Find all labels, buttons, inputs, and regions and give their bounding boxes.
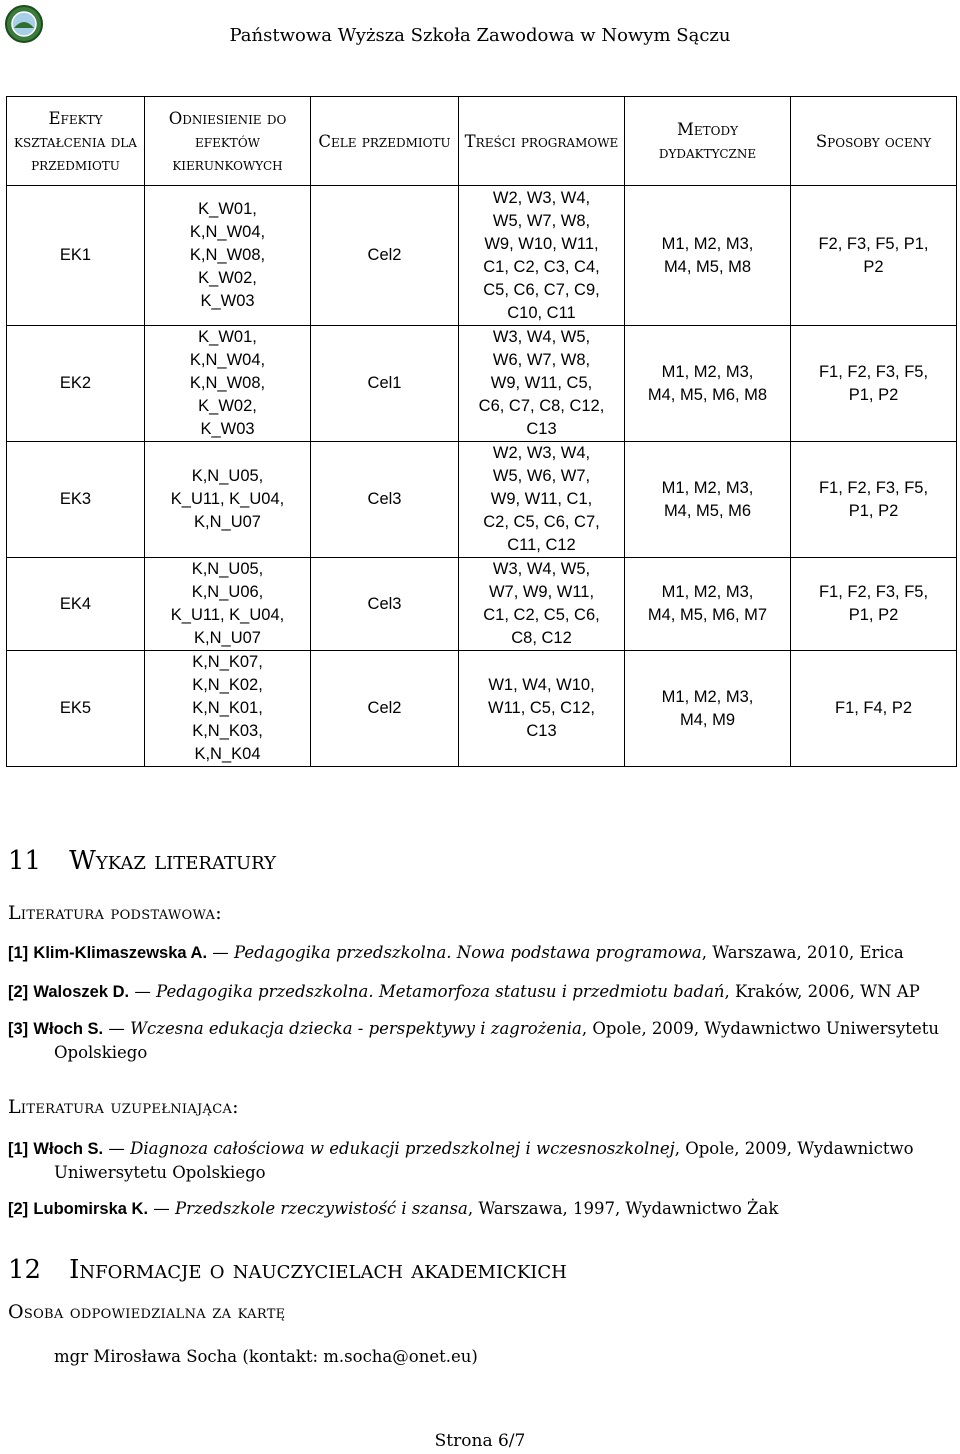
table-cell: Cel2 bbox=[311, 651, 459, 767]
reference-author: Klim-Klimaszewska A. bbox=[33, 944, 208, 962]
table-cell: Cel2 bbox=[311, 186, 459, 326]
reference-author: Włoch S. bbox=[33, 1020, 104, 1038]
table-cell: K_W01, K,N_W04, K,N_W08, K_W02, K_W03 bbox=[145, 326, 311, 442]
column-header: Treści programowe bbox=[459, 97, 625, 186]
reference-item: [1] Włoch S. — Diagnoza całościowa w edukacji przedszkolnej i wczesnoszkolnej, Opole, 2009, Wydawnictwo Uniwersytetu Opolskiego bbox=[8, 1139, 914, 1182]
table-cell: EK3 bbox=[7, 442, 145, 558]
reference-title: Wczesna edukacja dziecka - perspektywy i zagrożenia bbox=[130, 1019, 582, 1038]
reference-title: Pedagogika przedszkolna. Nowa podstawa programowa bbox=[234, 943, 702, 962]
table-cell: W3, W4, W5, W6, W7, W8, W9, W11, C5, C6, C7, C8, C12, C13 bbox=[459, 326, 625, 442]
table-row bbox=[7, 186, 957, 326]
column-header: Efekty kształcenia dla przedmiotu bbox=[7, 97, 145, 186]
table-cell: K_W01, K,N_W04, K,N_W08, K_W02, K_W03 bbox=[145, 186, 311, 326]
column-header: Metody dydaktyczne bbox=[625, 97, 791, 186]
table-header-row bbox=[7, 97, 957, 186]
reference-title: Pedagogika przedszkolna. Metamorfoza statusu i przedmiotu badań bbox=[156, 982, 725, 1001]
table-cell: K,N_U05, K,N_U06, K_U11, K_U04, K,N_U07 bbox=[145, 558, 311, 651]
header-title: Państwowa Wyższa Szkoła Zawodowa w Nowym Sączu bbox=[229, 25, 731, 46]
supplementary-literature-heading: Literatura uzupełniająca: bbox=[8, 1096, 239, 1118]
section-title: Wykaz literatury bbox=[69, 846, 277, 876]
table-cell: F1, F2, F3, F5, P1, P2 bbox=[791, 558, 957, 651]
table-cell: W2, W3, W4, W5, W7, W8, W9, W10, W11, C1, C2, C3, C4, C5, C6, C7, C9, C10, C11 bbox=[459, 186, 625, 326]
table-cell: W2, W3, W4, W5, W6, W7, W9, W11, C1, C2, C5, C6, C7, C11, C12 bbox=[459, 442, 625, 558]
reference-author: Waloszek D. bbox=[33, 983, 130, 1001]
table-cell: EK4 bbox=[7, 558, 145, 651]
reference-author: Lubomirska K. bbox=[33, 1200, 149, 1218]
table-cell: EK2 bbox=[7, 326, 145, 442]
responsible-person: mgr Mirosława Socha (kontakt: m.socha@onet.eu) bbox=[54, 1347, 478, 1366]
column-header: Odniesienie do efektów kierunkowych bbox=[145, 97, 311, 186]
reference-item: [2] Lubomirska K. — Przedszkole rzeczywistość i szansa, Warszawa, 1997, Wydawnictwo Żak bbox=[8, 1199, 779, 1218]
reference-title: Diagnoza całościowa w edukacji przedszkolnej i wczesnoszkolnej bbox=[130, 1139, 675, 1158]
table-cell: EK1 bbox=[7, 186, 145, 326]
table-cell: EK5 bbox=[7, 651, 145, 767]
table-cell: Cel3 bbox=[311, 442, 459, 558]
reference-author: Włoch S. bbox=[33, 1140, 104, 1158]
table-cell: M1, M2, M3, M4, M5, M6 bbox=[625, 442, 791, 558]
section-number: 12 bbox=[8, 1255, 42, 1285]
table-cell: F1, F2, F3, F5, P1, P2 bbox=[791, 442, 957, 558]
table-cell: K,N_U05, K_U11, K_U04, K,N_U07 bbox=[145, 442, 311, 558]
section-12-heading bbox=[8, 1255, 567, 1285]
column-header: Cele przedmiotu bbox=[311, 97, 459, 186]
section-title: Informacje o nauczycielach akademickich bbox=[69, 1255, 567, 1285]
reference-item: [2] Waloszek D. — Pedagogika przedszkolna. Metamorfoza statusu i przedmiotu badań, Kraków, 2006, WN AP bbox=[8, 982, 920, 1001]
section-number: 11 bbox=[8, 846, 42, 876]
table-cell: Cel3 bbox=[311, 558, 459, 651]
table-cell: W3, W4, W5, W7, W9, W11, C1, C2, C5, C6, C8, C12 bbox=[459, 558, 625, 651]
page-number: Strona 6/7 bbox=[434, 1431, 526, 1451]
column-header: Sposoby oceny bbox=[791, 97, 957, 186]
table-cell: K,N_K07, K,N_K02, K,N_K01, K,N_K03, K,N_K04 bbox=[145, 651, 311, 767]
table-row bbox=[7, 442, 957, 558]
table-cell: F1, F4, P2 bbox=[791, 651, 957, 767]
table-cell: F2, F3, F5, P1, P2 bbox=[791, 186, 957, 326]
responsible-person-heading: Osoba odpowiedzialna za kartę bbox=[8, 1301, 286, 1323]
reference-title: Przedszkole rzeczywistość i szansa bbox=[175, 1199, 468, 1218]
reference-item: [3] Włoch S. — Wczesna edukacja dziecka - perspektywy i zagrożenia, Opole, 2009, Wydawnictwo Uniwersytetu Opolskiego bbox=[8, 1019, 939, 1062]
section-11-heading bbox=[8, 846, 276, 876]
table-cell: M1, M2, M3, M4, M9 bbox=[625, 651, 791, 767]
table-cell: W1, W4, W10, W11, C5, C12, C13 bbox=[459, 651, 625, 767]
table-row bbox=[7, 651, 957, 767]
basic-literature-heading: Literatura podstawowa: bbox=[8, 902, 222, 924]
table-cell: F1, F2, F3, F5, P1, P2 bbox=[791, 326, 957, 442]
table-cell: Cel1 bbox=[311, 326, 459, 442]
table-cell: M1, M2, M3, M4, M5, M8 bbox=[625, 186, 791, 326]
table-cell: M1, M2, M3, M4, M5, M6, M8 bbox=[625, 326, 791, 442]
learning-outcomes-table bbox=[6, 96, 957, 767]
reference-item: [1] Klim-Klimaszewska A. — Pedagogika przedszkolna. Nowa podstawa programowa, Warszawa, 2010, Erica bbox=[8, 943, 904, 962]
table-row bbox=[7, 326, 957, 442]
table-cell: M1, M2, M3, M4, M5, M6, M7 bbox=[625, 558, 791, 651]
table-row bbox=[7, 558, 957, 651]
